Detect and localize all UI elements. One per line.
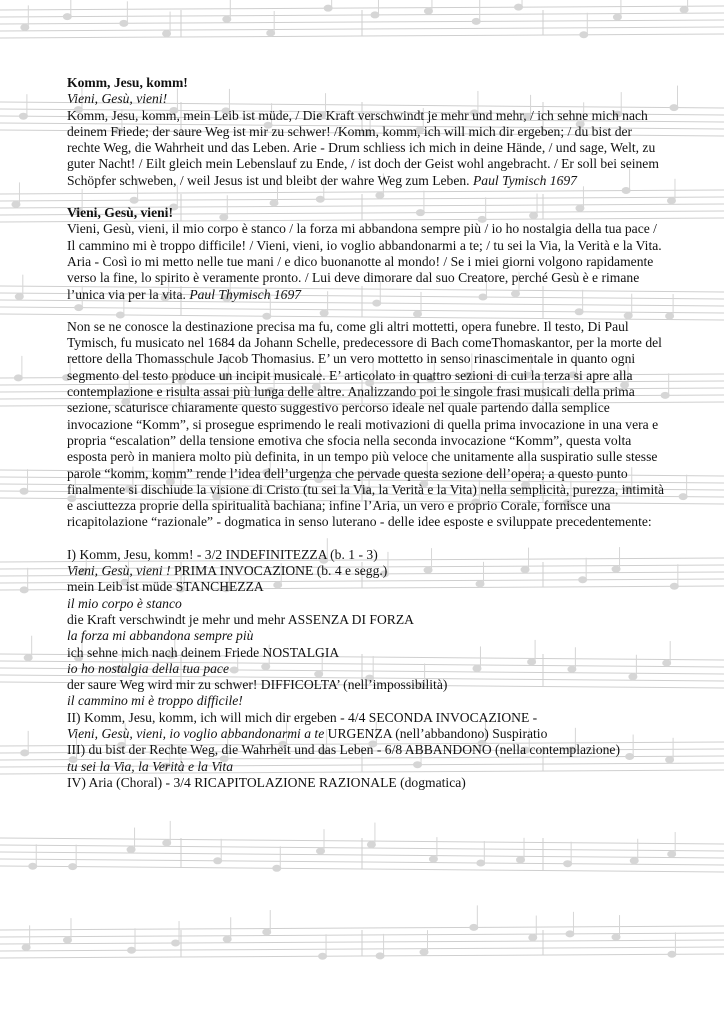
section-line <box>67 661 667 677</box>
german-text: Komm, Jesu, komm, mein Leib ist müde, / Die Kraft verschwindt je mehr und mehr, / ich sehne mich nach deinem Friede; der saure Weg ist mir zu schwer! /Komm, komm, ich will mich dir ergeben; / du bist der rechte Weg, die Wahrheit und das Leben. Arie - Drum schliess ich mich in deine Hände, / und sage, Welt, zu guter Nacht! / Eilt gleich mein Lebenslauf zu Ende, / ist doch der Geist wohl angebracht. / Er soll bei seinem Schöpfer schweben, / weil Jesus ist und bleibt der wahre Weg zum Leben. <box>67 107 659 188</box>
note-head <box>127 847 135 853</box>
note-head <box>319 953 327 959</box>
note-head <box>20 488 28 494</box>
note-head <box>263 929 271 935</box>
section-text: II) Komm, Jesu, komm, ich will mich dir ergeben - 4/4 SECONDA INVOCAZIONE - <box>67 709 538 725</box>
note-head <box>29 863 37 869</box>
note-head <box>668 851 676 857</box>
note-head <box>163 31 171 37</box>
note-head <box>517 857 525 863</box>
note-head <box>163 840 171 846</box>
section-italic: tu sei la Via, la Verità e la Vita <box>67 758 233 774</box>
german-title: Komm, Jesu, komm! <box>67 75 188 90</box>
section-line <box>67 596 667 612</box>
section-line <box>67 579 667 595</box>
document-page <box>67 75 667 791</box>
section-italic: Vieni, Gesù, vieni, io voglio abbandonarmi a te <box>67 725 325 741</box>
note-head <box>376 953 384 959</box>
italian-text-block <box>67 205 667 303</box>
note-head <box>12 201 20 207</box>
section-italic: il cammino mi è troppo difficile! <box>67 693 243 709</box>
section-line <box>67 710 667 726</box>
note-head <box>172 940 180 946</box>
german-author: Paul Tymisch 1697 <box>473 172 577 188</box>
section-text: der saure Weg wird mir zu schwer! DIFFICOLTA’ (nell’impossibilità) <box>67 677 448 693</box>
note-head <box>668 951 676 957</box>
note-head <box>472 18 480 24</box>
note-head <box>679 494 687 500</box>
section-text: I) Komm, Jesu, komm! - 3/2 INDEFINITEZZA (b. 1 - 3) <box>67 546 378 562</box>
section-line <box>67 628 667 644</box>
note-head <box>529 935 537 941</box>
note-head <box>24 655 32 661</box>
note-head <box>21 750 29 756</box>
note-head <box>424 8 432 14</box>
section-line <box>67 645 667 661</box>
note-head <box>273 865 281 871</box>
section-line <box>67 759 667 775</box>
staff-line <box>0 6 724 10</box>
note-head <box>20 587 28 593</box>
section-italic: Vieni, Gesù, vieni ! <box>67 563 171 579</box>
staff-line <box>0 926 724 930</box>
note-head <box>15 294 23 300</box>
commentary-block <box>67 319 667 531</box>
section-text: ich sehne mich nach deinem Friede NOSTALGIA <box>67 644 340 660</box>
note-head <box>470 924 478 930</box>
italian-paragraph <box>67 221 667 302</box>
note-head <box>429 856 437 862</box>
note-head <box>214 858 222 864</box>
section-italic: io ho nostalgia della tua pace <box>67 660 229 676</box>
note-head <box>267 30 275 36</box>
note-head <box>371 12 379 18</box>
section-text: IV) Aria (Choral) - 3/4 RICAPITOLAZIONE RAZIONALE (dogmatica) <box>67 774 466 790</box>
section-line <box>67 677 667 693</box>
german-subtitle: Vieni, Gesù, vieni! <box>67 91 168 107</box>
note-head <box>564 861 572 867</box>
section-line <box>67 726 667 742</box>
note-head <box>128 947 136 953</box>
note-head <box>324 5 332 11</box>
note-head <box>69 864 77 870</box>
note-head <box>22 944 30 950</box>
note-head <box>580 32 588 38</box>
note-head <box>223 936 231 942</box>
section-line <box>67 547 667 563</box>
section-line <box>67 775 667 791</box>
note-head <box>14 375 22 381</box>
note-head <box>223 16 231 22</box>
section-line <box>67 563 667 579</box>
note-head <box>612 934 620 940</box>
section-text: PRIMA INVOCAZIONE (b. 4 e segg.) <box>170 563 388 579</box>
note-head <box>670 583 678 589</box>
note-head <box>670 105 678 111</box>
commentary-paragraph: Non se ne conosce la destinazione precisa ma fu, come gli altri mottetti, opera funebre. Il testo, Di Paul Tymisch, fu musicato nel 1684 da Johann Schelle, predecessore di Bach comeThomaskantor, per la morte del rettore della Thomasschule Jacob Thomasius. E’ un vero mottetto in senso rinascimentale in quanto ogni segmento del testo produce un incipit musicale. E’ articolato in quattro sezioni di cui la terza si apre alla contemplazione e risulta assai più lunga delle altre. Analizzando poi le singole frasi musicali della prima sezione, scaturisce chiaramente questo suggestivo percorso ideale nel quale partendo dalla semplice invocazione “Komm”, si prosegue esprimendo le reali motivazioni di quella prima invocazione in una vera e propria “escalation” della tensione emotiva che sfocia nella seconda invocazione “Komm”, questa volta esposta però in maniera molto più definita, in un tempo più veloce che unitamente alla suspiratio sulle stesse parole “komm, komm” rende l’idea dell’urgenza che pervade questa sezione dell’opera; a questo punto finalmente si dischiude la visione di Cristo (tu sei la Via, la Verità e la Vita) nella semplicità, purezza, intimità e asciuttezza proprie della spiritualità bachiana; infine l’Aria, un vero e proprio Corale, fornisce una ricapitolazione “razionale” - dogmatica in senso luterano - delle idee esposte e sviluppate precedentemente: <box>67 318 665 530</box>
note-head <box>367 842 375 848</box>
note-head <box>477 860 485 866</box>
note-head <box>21 24 29 30</box>
section-text: die Kraft verschwindt je mehr und mehr ASSENZA DI FORZA <box>67 611 414 627</box>
section-line <box>67 693 667 709</box>
italian-author: Paul Thymisch 1697 <box>189 286 302 302</box>
german-paragraph <box>67 108 667 189</box>
section-text: mein Leib ist müde STANCHEZZA <box>67 579 264 595</box>
section-italic: il mio corpo è stanco <box>67 595 182 611</box>
note-head <box>630 858 638 864</box>
note-head <box>317 848 325 854</box>
note-head <box>420 949 428 955</box>
note-head <box>667 198 675 204</box>
italian-text: Vieni, Gesù, vieni, il mio corpo è stanco / la forza mi abbandona sempre più / io ho nostalgia della tua pace / Il cammino mi è troppo difficile! / Vieni, vieni, io voglio abbandonarmi a te; / tu sei la Via, la Verità e la Vita. Aria - Così io mi metto nelle tue mani / e dico buonanotte al mondo! / Se i miei giorni volgono rapidamente verso la fine, lo spirito è veramente pronto. / Lui deve dimorare dal suo Creatore, perché Gesù è e rimane l’unica via per la vita. <box>67 221 662 302</box>
section-text: III) du bist der Rechte Weg, die Wahrheit und das Leben - 6/8 ABBANDONO (nella contemplazione) <box>67 742 620 758</box>
german-text-block <box>67 75 667 189</box>
section-line <box>67 742 667 758</box>
note-head <box>613 14 621 20</box>
note-head <box>515 4 523 10</box>
section-text: URGENZA (nell’abbandono) Suspiratio <box>324 725 548 741</box>
italian-title: Vieni, Gesù, vieni! <box>67 205 173 221</box>
section-line <box>67 612 667 628</box>
sections-list <box>67 547 667 791</box>
note-head <box>19 113 27 119</box>
section-italic: la forza mi abbandona sempre più <box>67 628 254 644</box>
note-head <box>680 7 688 13</box>
note-head <box>566 931 574 937</box>
note-head <box>63 14 71 20</box>
note-head <box>120 20 128 26</box>
note-head <box>63 937 71 943</box>
